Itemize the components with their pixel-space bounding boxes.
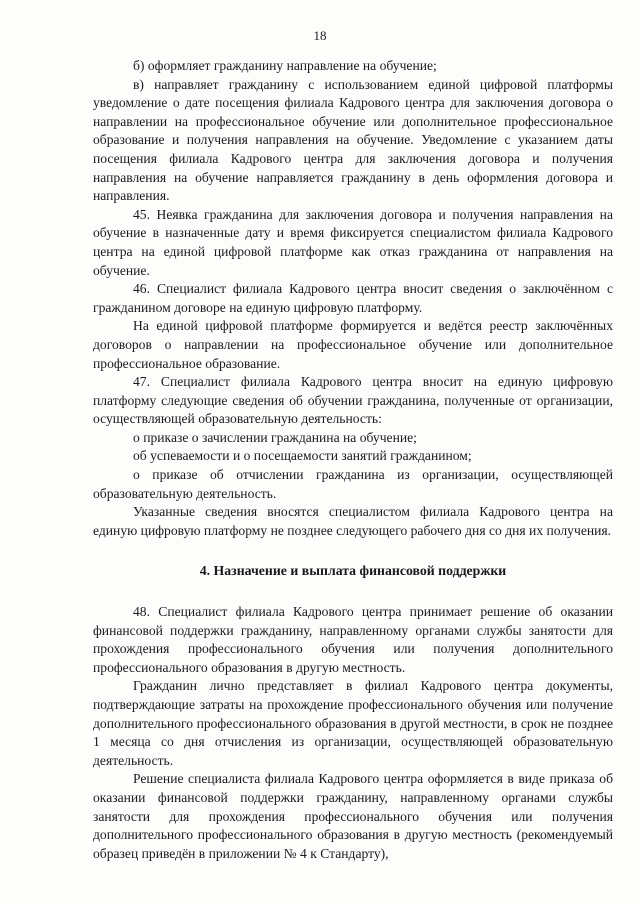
paragraph-46: 46. Специалист филиала Кадрового центра вносит сведения о заключённом с гражданином договоре на единую цифровую платформу. bbox=[93, 281, 613, 315]
page-number: 18 bbox=[313, 28, 327, 43]
paragraph-decision: Решение специалиста филиала Кадрового центра оформляется в виде приказа об оказании финансовой поддержки гражданину, направленному органами службы занятости для прохождения профессионального обучения или получения дополнительного профессионального образования в другую местность (рекомендуемый образец приведён в приложении № 4 к Стандарту), bbox=[93, 771, 613, 861]
document-body bbox=[93, 57, 613, 863]
paragraph-item-v: в) направляет гражданину с использованием единой цифровой платформы уведомление о дате посещения филиала Кадрового центра для заключения договора о направлении на профессиональное обучение или дополнительное профессиональное образование и получения направления на обучение. Уведомление с указанием даты посещения филиала Кадрового центра для заключения договора и получения направления на обучение направляется гражданину в день оформления договора и направления. bbox=[93, 76, 613, 204]
paragraph-deadline: Указанные сведения вносятся специалистом филиала Кадрового центра на единую цифровую платформу не позднее следующего рабочего дня со дня их получения. bbox=[93, 504, 613, 538]
list-item-attendance: об успеваемости и о посещаемости занятий гражданином; bbox=[133, 448, 472, 464]
paragraph-registry: На единой цифровой платформе формируется и ведётся реестр заключённых договоров о направлении на профессиональное обучение или дополнительное профессиональное образование. bbox=[93, 318, 613, 371]
paragraph-45: 45. Неявка гражданина для заключения договора и получения направления на обучение в назначенные дату и время фиксируется специалистом филиала Кадрового центра на единой цифровой платформе как отказ гражданина от направления на обучение. bbox=[93, 206, 613, 278]
paragraph-47: 47. Специалист филиала Кадрового центра вносит на единую цифровую платформу следующие сведения об обучении гражданина, полученные от организации, осуществляющей образовательную деятельность: bbox=[93, 374, 613, 427]
paragraph-documents: Гражданин лично представляет в филиал Кадрового центра документы, подтверждающие затраты на прохождение профессионального обучения или получение дополнительного профессионального образования в другой местности, в срок не позднее 1 месяца со дня отчисления из организации, осуществляющей образовательную деятельность. bbox=[93, 678, 613, 768]
list-item-expulsion: о приказе об отчислении гражданина из организации, осуществляющей образовательную деятельность. bbox=[93, 467, 613, 501]
paragraph-48: 48. Специалист филиала Кадрового центра принимает решение об оказании финансовой поддержки гражданину, направленному органами службы занятости для прохождения профессионального обучения или получения дополнительного профессионального образования в другую местность. bbox=[93, 604, 613, 675]
paragraph-item-b: б) оформляет гражданину направление на обучение; bbox=[133, 58, 437, 73]
list-item-enrollment: о приказе о зачислении гражданина на обучение; bbox=[133, 429, 417, 445]
section-heading: 4. Назначение и выплата финансовой поддержки bbox=[199, 563, 507, 579]
